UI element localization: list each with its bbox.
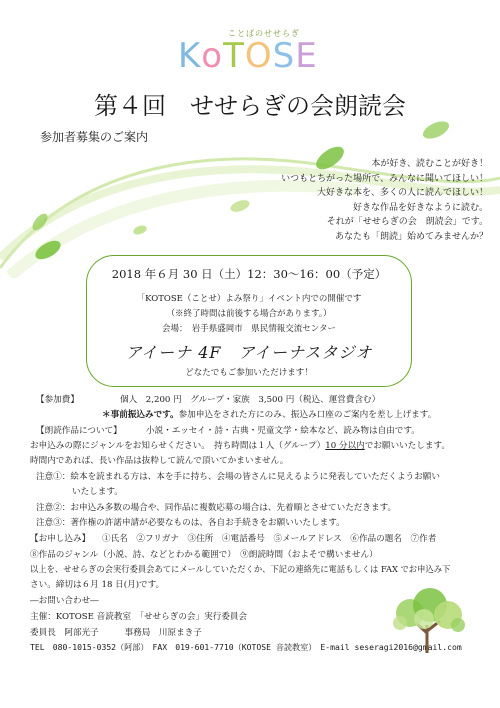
fee-label: 【参加費】 [36,395,79,405]
event-welcome: どなたでもご参加いただけます！ [185,368,313,378]
event-date: 2018 年６月 30 日（土）12：30～16：00（予定） [111,267,387,281]
tree-illustration [380,585,475,655]
works-line [30,439,450,451]
kotose-logo [178,36,318,76]
intro-line: 好きな作品を好きなように読む。 [352,203,488,213]
logo-letter: O [244,36,273,76]
fee-note-text: 参加申込をされた方にのみ、振込み口座のご案内を差し上げます。 [178,410,437,420]
logo-subtitle: ことばのせせらぎ [228,29,300,38]
fee-note [102,408,436,420]
apply-items: ①氏名 ②フリガナ ③住所 ④電話番号 ⑤メールアドレス ⑥作品の題名 ⑦作者 [102,534,437,544]
works-line: 時間内であれば、長い作品は抜粋して読んで頂いてかまいません。 [30,456,289,466]
intro-line: あなたも「朗読」始めてみませんか？ [334,232,488,242]
fee-text: 個人 2,200 円 グループ・家族 3,500 円（税込、運営費含む） [120,395,381,405]
intro-line: 大好きな本を、多くの人に読んでほしい！ [316,188,488,198]
logo-letter: K [178,36,202,76]
apply-line: 以上を、せせらぎの会実行委員会あてにメールしていただくか、下記の連絡先に電話もしくは FAX でお申込み下 [30,564,451,574]
fee-note-bold: ＊事前振込みです。 [102,410,179,420]
page-subtitle: 参加者募集のご案内 [40,130,149,144]
logo-letter: T [223,36,245,76]
contact-heading: ―お問い合わせ― [30,596,99,606]
event-line: （※終了時間は前後する場合があります。） [166,309,332,319]
intro-line: 本が好き、読むことが好き！ [371,159,488,169]
note-3: 注意③：著作権の許諾申請が必要なものは、各自お手続きをお願いいたします。 [36,518,345,528]
event-venue-line: 会場： 岩手県盛岡市 県民情報交流センター [162,324,336,334]
contact-members: 委員長 阿部光子 事務局 川原まき子 [30,628,202,638]
apply-label: 【お申し込み】 [30,534,91,544]
logo-letter: S [272,36,296,76]
apply-deadline: さい。締切は６月 18 日(月)です。 [30,580,165,590]
contact-tel: TEL 080-1015-0352（阿部） FAX 019-601-7710（KOTOSE 音読教室） E-mail seseragi2016@gmail.com [30,642,462,652]
works-text: 小説・エッセイ・詩・古典・児童文学・絵本など、読み物は自由です。 [146,426,420,436]
note-1-cont: いたします。 [72,487,123,497]
event-line: 「KOTOSE（ことせ）よみ祭り」イベント内での開催です [136,294,362,304]
logo-letter: o [201,36,224,76]
note-2: 注意②：お申込み多数の場合や、同作品に複数応募の場合は、先着順とさせていただきます。 [36,503,397,513]
works-line-c: でお願いいたします。 [364,441,450,451]
contact-organizer: 主催：KOTOSE 音読教室 「せせらぎの会」実行委員会 [30,612,248,622]
intro-line: いつもとちがった場所で、みんなに聞いてほしい！ [281,174,488,184]
event-info-box [86,255,412,387]
works-label: 【朗読作品について】 [36,426,122,436]
apply-items: ⑧作品のジャンル（小説、詩、などとわかる範囲で） ⑨朗読時間（およそで構いません） [30,550,378,560]
note-1: 注意①：絵本を読まれる方は、本を手に持ち、会場の皆さんに見えるように発表していただくようお願い [36,472,440,482]
logo-letter: E [295,36,318,76]
works-time-limit: 10 分以内 [325,441,365,451]
page-title: 第４回 せせらぎの会朗読会 [94,92,406,120]
intro-line: それが「せせらぎの会 朗読会」です。 [326,217,488,227]
works-line-a: お申込みの際にジャンルをお知らせください。 持ち時間は１人（グループ） [30,441,326,451]
event-venue: アイーナ 4F アイーナスタジオ [125,343,373,362]
